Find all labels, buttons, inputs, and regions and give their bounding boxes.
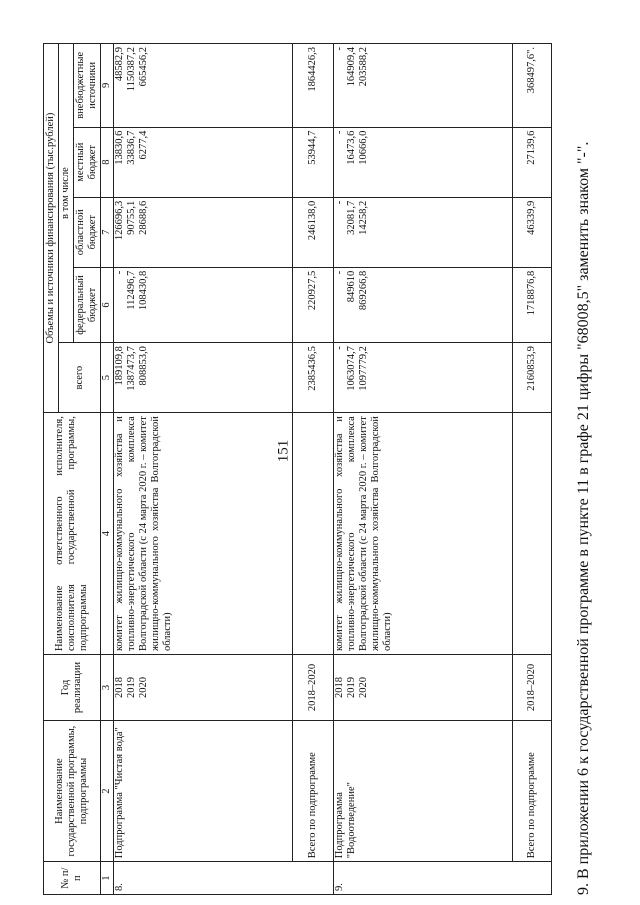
header-executor: Наименование ответственного исполнителя, соисполнителя государственной программы, подпрограммы bbox=[44, 413, 101, 655]
subtotal-regional: 46339,9 bbox=[513, 197, 552, 267]
table-row-subtotal bbox=[513, 44, 552, 895]
row-years: 2018 2019 2020 bbox=[114, 655, 293, 721]
col-number: 7 bbox=[101, 197, 114, 267]
table-row bbox=[334, 44, 513, 895]
header-num: № п/п bbox=[44, 862, 101, 895]
col-number: 9 bbox=[101, 44, 114, 128]
subtotal-executor-empty bbox=[513, 413, 552, 655]
row-federal: - 849610 869266,8 bbox=[334, 267, 513, 342]
subtotal-label: Всего по подпрограмме bbox=[513, 720, 552, 861]
col-number: 4 bbox=[101, 413, 114, 655]
row-program-name: Подпрограмма "Водоотведение" bbox=[334, 720, 513, 861]
subtotal-total: 2160853,9 bbox=[513, 343, 552, 413]
financing-table bbox=[43, 43, 552, 895]
subtotal-executor-empty bbox=[293, 413, 334, 655]
table-row-subtotal bbox=[293, 44, 334, 895]
subtotal-years: 2018–2020 bbox=[513, 655, 552, 721]
header-federal: федеральный бюджет bbox=[74, 267, 101, 342]
row-extra: - 164909,4 203588,2 bbox=[334, 44, 513, 128]
row-num: 8. bbox=[114, 862, 334, 895]
header-funding: Объемы и источники финансирования (тыс.рублей) bbox=[44, 44, 59, 413]
row-extra: 48582,9 1150387,2 665456,2 bbox=[114, 44, 293, 128]
col-number: 3 bbox=[101, 655, 114, 721]
header-local: местный бюджет bbox=[74, 127, 101, 197]
table-row bbox=[114, 44, 293, 895]
page-number: 151 bbox=[275, 439, 292, 463]
row-executor: комитет жилищно-коммунального хозяйства и топливно-энергетического комплекса Волгоградской области (с 24 марта 2020 г. – комитет жилищно-коммунального хозяйства Волгоградской области) bbox=[114, 413, 293, 655]
header-total: всего bbox=[59, 343, 101, 413]
header-program: Наименование государственной программы, подпрограммы bbox=[44, 720, 101, 861]
row-local: - 16473,6 10666,0 bbox=[334, 127, 513, 197]
row-local: 13830,6 33836,7 6277,4 bbox=[114, 127, 293, 197]
subtotal-label: Всего по подпрограмме bbox=[293, 720, 334, 861]
col-number: 6 bbox=[101, 267, 114, 342]
row-regional: 126696,3 90755,1 28688,6 bbox=[114, 197, 293, 267]
header-year: Год реализации bbox=[44, 655, 101, 721]
col-number: 2 bbox=[101, 720, 114, 861]
row-executor: комитет жилищно-коммунального хозяйства и топливно-энергетического комплекса Волгоградской области (с 24 марта 2020 г. – комитет жилищно-коммунального хозяйства Волгоградской области) bbox=[334, 413, 513, 655]
footer-note: 9. В приложении 6 к государственной программе в пункте 11 в графе 21 цифры "68008,5" заменить знаком "-". bbox=[575, 141, 592, 895]
row-regional: - 32081,7 14258,2 bbox=[334, 197, 513, 267]
row-federal: - 112496,7 108430,8 bbox=[114, 267, 293, 342]
subtotal-federal: 1718876,8 bbox=[513, 267, 552, 342]
subtotal-local: 53944,7 bbox=[293, 127, 334, 197]
row-total: - 1063074,7 1097779,2 bbox=[334, 343, 513, 413]
subtotal-years: 2018–2020 bbox=[293, 655, 334, 721]
header-including: в том числе bbox=[59, 44, 74, 343]
row-program-name: Подпрограмма "Чистая вода" bbox=[114, 720, 293, 861]
rotated-sheet bbox=[43, 15, 603, 895]
subtotal-total: 2385436,5 bbox=[293, 343, 334, 413]
row-num: 9. bbox=[334, 862, 552, 895]
subtotal-extra: 368497,6". bbox=[513, 44, 552, 128]
subtotal-federal: 220927,5 bbox=[293, 267, 334, 342]
col-number: 5 bbox=[101, 343, 114, 413]
col-number: 1 bbox=[101, 862, 114, 895]
subtotal-extra: 1864426,3 bbox=[293, 44, 334, 128]
subtotal-regional: 246138,0 bbox=[293, 197, 334, 267]
row-total: 189109,8 1387473,7 808853,0 bbox=[114, 343, 293, 413]
row-years: 2018 2019 2020 bbox=[334, 655, 513, 721]
col-number: 8 bbox=[101, 127, 114, 197]
header-regional: областной бюджет bbox=[74, 197, 101, 267]
subtotal-local: 27139,6 bbox=[513, 127, 552, 197]
header-extra: внебюджетные источники bbox=[74, 44, 101, 128]
